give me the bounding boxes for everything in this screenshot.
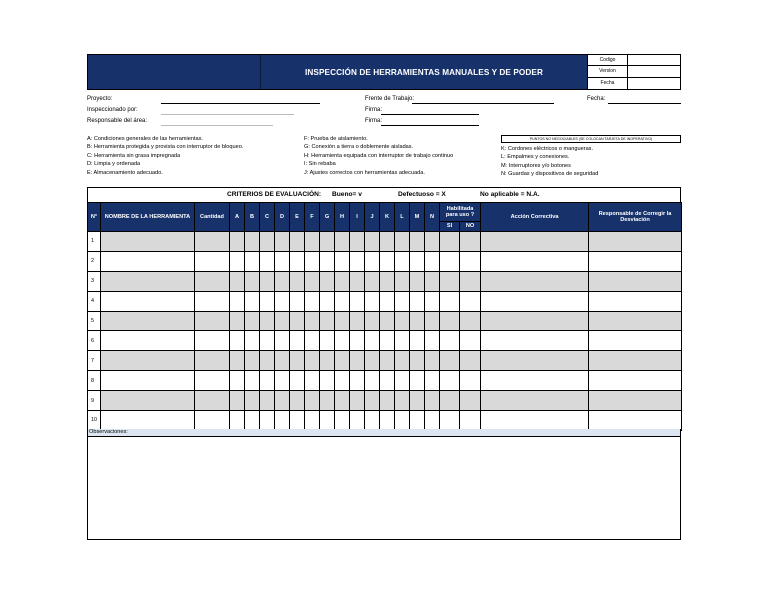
- fecha-label: Fecha:: [587, 96, 606, 102]
- code-row: [587, 55, 681, 66]
- table-cell[interactable]: [245, 331, 260, 351]
- table-cell[interactable]: [245, 311, 260, 331]
- table-cell[interactable]: [320, 371, 335, 391]
- header-num: N°: [88, 203, 101, 232]
- table-cell[interactable]: [305, 371, 320, 391]
- table-cell[interactable]: [481, 251, 589, 271]
- table-cell[interactable]: [305, 271, 320, 291]
- table-cell[interactable]: [440, 311, 460, 331]
- table-row: [88, 391, 682, 411]
- table-cell[interactable]: [320, 331, 335, 351]
- table-cell[interactable]: [460, 411, 481, 431]
- table-cell[interactable]: [481, 411, 589, 431]
- table-cell[interactable]: [275, 331, 290, 351]
- table-cell[interactable]: [260, 351, 275, 371]
- row-number: 7: [88, 351, 101, 371]
- table-cell[interactable]: [440, 391, 460, 411]
- header-h: H: [335, 203, 350, 232]
- table-cell[interactable]: [350, 391, 365, 411]
- legend-item: J: Ajustes correctos con herramientas adecuada.: [304, 169, 425, 176]
- table-cell[interactable]: [101, 311, 195, 331]
- header-c: C: [260, 203, 275, 232]
- table-cell[interactable]: [425, 232, 440, 252]
- table-cell[interactable]: [195, 232, 230, 252]
- table-cell[interactable]: [589, 391, 682, 411]
- table-cell[interactable]: [275, 291, 290, 311]
- code-value[interactable]: [628, 55, 681, 65]
- table-cell[interactable]: [245, 411, 260, 431]
- table-row: [88, 311, 682, 331]
- table-cell[interactable]: [460, 271, 481, 291]
- observaciones-label: Observaciones:: [87, 429, 681, 437]
- table-cell[interactable]: [101, 371, 195, 391]
- table-cell[interactable]: [440, 371, 460, 391]
- table-cell[interactable]: [350, 351, 365, 371]
- table-cell[interactable]: [410, 232, 425, 252]
- table-cell[interactable]: [101, 271, 195, 291]
- code-label: Codigo: [587, 55, 628, 65]
- criteria-defectuoso: Defectuoso = X: [398, 191, 446, 198]
- header-accion: Acción Correctiva: [481, 203, 589, 232]
- header-m: M: [410, 203, 425, 232]
- table-cell[interactable]: [425, 291, 440, 311]
- table-cell[interactable]: [395, 311, 410, 331]
- firma2-label: Firma:: [365, 118, 382, 124]
- table-cell[interactable]: [195, 351, 230, 371]
- table-cell[interactable]: [275, 271, 290, 291]
- legend-item: N: Guardas y dispositivos de seguridad: [501, 171, 599, 178]
- table-cell[interactable]: [320, 232, 335, 252]
- version-label: Version: [587, 66, 628, 76]
- table-cell[interactable]: [350, 251, 365, 271]
- table-cell[interactable]: [481, 271, 589, 291]
- table-cell[interactable]: [589, 232, 682, 252]
- criteria-no-aplicable: No aplicable = N.A.: [480, 191, 540, 198]
- table-cell[interactable]: [320, 251, 335, 271]
- firma1-label: Firma:: [365, 107, 382, 113]
- table-cell[interactable]: [260, 291, 275, 311]
- inspection-table: [87, 202, 682, 431]
- legend-item: G: Conexión a tierra o doblemente aisladas.: [304, 144, 414, 151]
- table-cell[interactable]: [425, 391, 440, 411]
- table-cell[interactable]: [425, 271, 440, 291]
- table-cell[interactable]: [395, 271, 410, 291]
- table-cell[interactable]: [290, 291, 305, 311]
- table-cell[interactable]: [440, 232, 460, 252]
- table-cell[interactable]: [425, 351, 440, 371]
- inspeccionado-label: Inspeccionado por:: [87, 107, 138, 113]
- table-cell[interactable]: [290, 271, 305, 291]
- table-cell[interactable]: [460, 331, 481, 351]
- table-cell[interactable]: [290, 371, 305, 391]
- table-cell[interactable]: [410, 351, 425, 371]
- header-l: L: [395, 203, 410, 232]
- header-banner: [87, 54, 681, 90]
- table-cell[interactable]: [395, 291, 410, 311]
- table-cell[interactable]: [195, 331, 230, 351]
- table-cell[interactable]: [275, 371, 290, 391]
- table-cell[interactable]: [335, 391, 350, 411]
- table-cell[interactable]: [260, 371, 275, 391]
- table-cell[interactable]: [425, 331, 440, 351]
- table-cell[interactable]: [305, 232, 320, 252]
- legend-col-1: [87, 135, 243, 177]
- table-cell[interactable]: [380, 251, 395, 271]
- table-cell[interactable]: [350, 291, 365, 311]
- legend-item: M: Interruptores y/o botones: [501, 162, 571, 169]
- version-value[interactable]: [628, 66, 681, 76]
- table-cell[interactable]: [589, 271, 682, 291]
- row-number: 5: [88, 311, 101, 331]
- criteria-title: CRITERIOS DE EVALUACIÓN:: [227, 191, 322, 198]
- header-k: K: [380, 203, 395, 232]
- table-cell[interactable]: [365, 411, 380, 431]
- row-number: 4: [88, 291, 101, 311]
- fecha-field[interactable]: [608, 103, 681, 104]
- table-cell[interactable]: [395, 411, 410, 431]
- table-cell[interactable]: [305, 311, 320, 331]
- table-cell[interactable]: [410, 371, 425, 391]
- table-cell[interactable]: [305, 291, 320, 311]
- table-cell[interactable]: [395, 391, 410, 411]
- table-cell[interactable]: [320, 291, 335, 311]
- table-cell[interactable]: [440, 291, 460, 311]
- table-cell[interactable]: [380, 391, 395, 411]
- table-cell[interactable]: [460, 371, 481, 391]
- header-si: SI: [440, 222, 460, 232]
- legend-col-2: [304, 135, 453, 177]
- table-cell[interactable]: [380, 232, 395, 252]
- row-number: 10: [88, 411, 101, 431]
- table-cell[interactable]: [275, 311, 290, 331]
- table-cell[interactable]: [260, 411, 275, 431]
- legend-col-3: [501, 145, 598, 179]
- table-cell[interactable]: [380, 411, 395, 431]
- frente-label: Frente de Trabajo:: [365, 96, 415, 102]
- table-cell[interactable]: [380, 311, 395, 331]
- firma1-field[interactable]: [381, 114, 479, 115]
- table-cell[interactable]: [230, 391, 245, 411]
- table-cell[interactable]: [290, 232, 305, 252]
- table-cell[interactable]: [335, 232, 350, 252]
- table-cell[interactable]: [245, 232, 260, 252]
- table-cell[interactable]: [410, 331, 425, 351]
- table-cell[interactable]: [350, 331, 365, 351]
- table-cell[interactable]: [101, 251, 195, 271]
- table-cell[interactable]: [365, 351, 380, 371]
- row-number: 2: [88, 251, 101, 271]
- header-i: I: [350, 203, 365, 232]
- table-cell[interactable]: [230, 411, 245, 431]
- table-cell[interactable]: [410, 311, 425, 331]
- table-cell[interactable]: [365, 371, 380, 391]
- table-cell[interactable]: [195, 391, 230, 411]
- observaciones-field[interactable]: [87, 437, 681, 540]
- table-cell[interactable]: [195, 311, 230, 331]
- table-cell[interactable]: [589, 291, 682, 311]
- evaluation-criteria: [87, 187, 681, 202]
- table-cell[interactable]: [305, 251, 320, 271]
- table-cell[interactable]: [460, 232, 481, 252]
- table-cell[interactable]: [101, 391, 195, 411]
- table-row: [88, 291, 682, 311]
- table-cell[interactable]: [230, 271, 245, 291]
- table-cell[interactable]: [425, 251, 440, 271]
- table-cell[interactable]: [481, 391, 589, 411]
- table-cell[interactable]: [350, 311, 365, 331]
- date-row: [587, 78, 681, 89]
- table-cell[interactable]: [440, 351, 460, 371]
- form-title: INSPECCIÓN DE HERRAMIENTAS MANUALES Y DE PODER: [261, 55, 587, 89]
- table-cell[interactable]: [395, 251, 410, 271]
- legend-item: B: Herramienta protegida y provista con interruptor de bloqueo.: [87, 144, 244, 151]
- table-cell[interactable]: [320, 411, 335, 431]
- table-cell[interactable]: [195, 271, 230, 291]
- table-cell[interactable]: [275, 232, 290, 252]
- row-number: 6: [88, 331, 101, 351]
- responsable-label: Responsable del área:: [87, 118, 148, 124]
- table-cell[interactable]: [335, 291, 350, 311]
- table-cell[interactable]: [230, 251, 245, 271]
- table-cell[interactable]: [410, 391, 425, 411]
- legend-item: F: Prueba de aislamiento.: [304, 136, 368, 142]
- table-cell[interactable]: [305, 331, 320, 351]
- table-cell[interactable]: [481, 291, 589, 311]
- table-cell[interactable]: [365, 232, 380, 252]
- table-cell[interactable]: [589, 351, 682, 371]
- table-cell[interactable]: [365, 271, 380, 291]
- legend-item: A: Condiciones generales de las herramientas.: [87, 136, 203, 142]
- table-cell[interactable]: [320, 311, 335, 331]
- table-cell[interactable]: [335, 311, 350, 331]
- proyecto-label: Proyecto:: [87, 96, 113, 102]
- row-number: 3: [88, 271, 101, 291]
- table-cell[interactable]: [290, 351, 305, 371]
- table-cell[interactable]: [275, 351, 290, 371]
- table-cell[interactable]: [335, 271, 350, 291]
- table-cell[interactable]: [460, 391, 481, 411]
- header-g: G: [320, 203, 335, 232]
- table-cell[interactable]: [380, 271, 395, 291]
- table-cell[interactable]: [395, 331, 410, 351]
- table-cell[interactable]: [425, 371, 440, 391]
- table-cell[interactable]: [350, 271, 365, 291]
- header-qty: Cantidad: [195, 203, 230, 232]
- table-cell[interactable]: [365, 311, 380, 331]
- table-row: [88, 271, 682, 291]
- table-cell[interactable]: [290, 311, 305, 331]
- table-cell[interactable]: [350, 411, 365, 431]
- table-cell[interactable]: [195, 291, 230, 311]
- header-e: E: [290, 203, 305, 232]
- table-cell[interactable]: [195, 411, 230, 431]
- version-row: [587, 66, 681, 77]
- table-cell[interactable]: [410, 251, 425, 271]
- table-cell[interactable]: [305, 391, 320, 411]
- table-cell[interactable]: [305, 351, 320, 371]
- legend-item: C: Herramienta sin grasa impregnada: [87, 152, 181, 159]
- table-cell[interactable]: [260, 311, 275, 331]
- table-cell[interactable]: [380, 351, 395, 371]
- table-cell[interactable]: [460, 251, 481, 271]
- table-cell[interactable]: [365, 331, 380, 351]
- header-no: NO: [460, 222, 481, 232]
- table-cell[interactable]: [230, 371, 245, 391]
- table-cell[interactable]: [195, 371, 230, 391]
- row-number: 8: [88, 371, 101, 391]
- table-cell[interactable]: [350, 232, 365, 252]
- document-code-box: [587, 55, 681, 89]
- table-cell[interactable]: [380, 371, 395, 391]
- header-responsable: Responsable de Corregir la Desviación: [589, 203, 682, 232]
- table-cell[interactable]: [589, 331, 682, 351]
- header-habilitada: Habilitada para uso ?: [440, 203, 481, 222]
- table-row: [88, 331, 682, 351]
- table-row: [88, 351, 682, 371]
- table-cell[interactable]: [365, 251, 380, 271]
- legend-item: L: Empalmes y conexiones.: [501, 154, 570, 161]
- table-cell[interactable]: [320, 391, 335, 411]
- table-cell[interactable]: [260, 271, 275, 291]
- table-cell[interactable]: [260, 391, 275, 411]
- table-cell[interactable]: [425, 311, 440, 331]
- table-cell[interactable]: [481, 371, 589, 391]
- table-cell[interactable]: [440, 411, 460, 431]
- table-cell[interactable]: [101, 351, 195, 371]
- table-row: [88, 411, 682, 431]
- table-cell[interactable]: [460, 291, 481, 311]
- table-cell[interactable]: [481, 311, 589, 331]
- table-cell[interactable]: [320, 351, 335, 371]
- table-row: [88, 371, 682, 391]
- table-cell[interactable]: [350, 371, 365, 391]
- inspeccionado-field[interactable]: [161, 114, 294, 115]
- table-cell[interactable]: [481, 331, 589, 351]
- table-cell[interactable]: [290, 251, 305, 271]
- table-cell[interactable]: [320, 271, 335, 291]
- header-f: F: [305, 203, 320, 232]
- table-cell[interactable]: [260, 251, 275, 271]
- table-cell[interactable]: [440, 331, 460, 351]
- table-cell[interactable]: [440, 251, 460, 271]
- table-cell[interactable]: [460, 351, 481, 371]
- header-a: A: [230, 203, 245, 232]
- table-cell[interactable]: [305, 411, 320, 431]
- header-j: J: [365, 203, 380, 232]
- table-cell[interactable]: [290, 331, 305, 351]
- header-d: D: [275, 203, 290, 232]
- header-b: B: [245, 203, 260, 232]
- table-cell[interactable]: [290, 391, 305, 411]
- table-cell[interactable]: [195, 251, 230, 271]
- table-cell[interactable]: [365, 391, 380, 411]
- table-cell[interactable]: [589, 371, 682, 391]
- table-cell[interactable]: [290, 411, 305, 431]
- table-cell[interactable]: [335, 331, 350, 351]
- legend-item: I: Sin rebaba: [304, 161, 336, 168]
- table-cell[interactable]: [101, 291, 195, 311]
- table-cell[interactable]: [425, 411, 440, 431]
- date-value[interactable]: [628, 78, 681, 89]
- legend-item: E: Almacenamiento adecuado.: [87, 169, 163, 176]
- table-cell[interactable]: [275, 251, 290, 271]
- table-cell[interactable]: [230, 351, 245, 371]
- table-row: [88, 251, 682, 271]
- firma2-field[interactable]: [381, 125, 479, 126]
- table-cell[interactable]: [380, 291, 395, 311]
- table-cell[interactable]: [481, 232, 589, 252]
- table-cell[interactable]: [589, 251, 682, 271]
- table-cell[interactable]: [481, 351, 589, 371]
- table-cell[interactable]: [230, 311, 245, 331]
- row-number: 1: [88, 232, 101, 252]
- table-cell[interactable]: [335, 351, 350, 371]
- table-cell[interactable]: [440, 271, 460, 291]
- table-cell[interactable]: [230, 232, 245, 252]
- legend-item: K: Cordones eléctricos o mangueras.: [501, 146, 594, 152]
- non-negotiable-box: PUNTOS NO NEGOCIABLES (SE COLOCAN TARJETA DE INOPERATIVO): [501, 135, 681, 143]
- table-cell[interactable]: [245, 271, 260, 291]
- table-cell[interactable]: [245, 251, 260, 271]
- table-cell[interactable]: [101, 411, 195, 431]
- table-cell[interactable]: [101, 331, 195, 351]
- table-cell[interactable]: [101, 232, 195, 252]
- table-cell[interactable]: [395, 232, 410, 252]
- table-cell[interactable]: [589, 411, 682, 431]
- frente-field[interactable]: [412, 103, 554, 104]
- row-number: 9: [88, 391, 101, 411]
- table-cell[interactable]: [380, 331, 395, 351]
- table-cell[interactable]: [275, 411, 290, 431]
- table-cell[interactable]: [395, 371, 410, 391]
- table-cell[interactable]: [230, 331, 245, 351]
- table-cell[interactable]: [460, 311, 481, 331]
- table-row: [88, 232, 682, 252]
- table-cell[interactable]: [275, 391, 290, 411]
- table-cell[interactable]: [260, 232, 275, 252]
- logo-area: [88, 55, 261, 89]
- table-cell[interactable]: [230, 291, 245, 311]
- legend-item: D: Limpia y ordenada: [87, 161, 141, 168]
- header-n: N: [425, 203, 440, 232]
- table-cell[interactable]: [410, 291, 425, 311]
- legend-item: H: Herramienta equipada con interruptor de trabajo continuo: [304, 152, 454, 159]
- table-cell[interactable]: [589, 311, 682, 331]
- header-name: NOMBRE DE LA HERRAMIENTA: [101, 203, 195, 232]
- table-cell[interactable]: [245, 371, 260, 391]
- table-cell[interactable]: [260, 331, 275, 351]
- table-cell[interactable]: [410, 271, 425, 291]
- table-cell[interactable]: [335, 251, 350, 271]
- table-cell[interactable]: [245, 291, 260, 311]
- table-cell[interactable]: [245, 391, 260, 411]
- table-cell[interactable]: [410, 411, 425, 431]
- date-label: Fecha: [587, 78, 628, 89]
- proyecto-field[interactable]: [161, 103, 320, 104]
- table-cell[interactable]: [365, 291, 380, 311]
- criteria-bueno: Bueno= v: [332, 191, 362, 198]
- table-cell[interactable]: [245, 351, 260, 371]
- responsable-field[interactable]: [161, 125, 273, 126]
- table-cell[interactable]: [395, 351, 410, 371]
- table-cell[interactable]: [335, 411, 350, 431]
- table-cell[interactable]: [335, 371, 350, 391]
